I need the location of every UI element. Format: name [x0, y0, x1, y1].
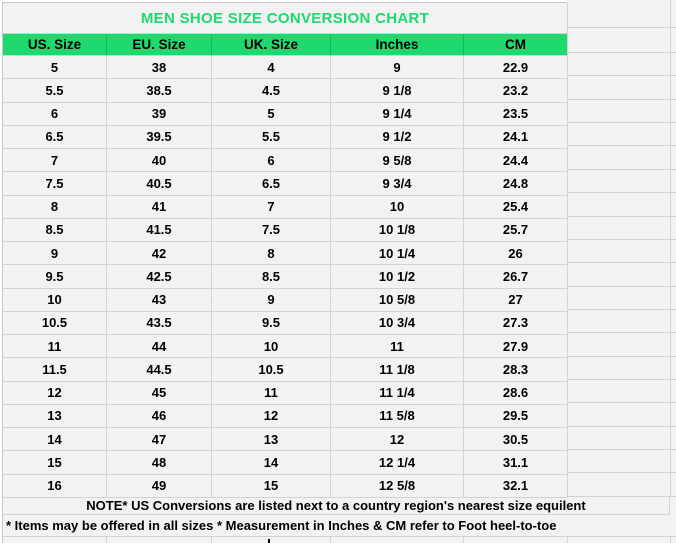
empty-cell[interactable]: [567, 170, 676, 193]
table-cell[interactable]: 15: [3, 451, 107, 474]
table-cell[interactable]: 39: [107, 103, 212, 126]
table-cell[interactable]: 46: [107, 405, 212, 428]
table-cell[interactable]: 5: [3, 56, 107, 79]
table-cell[interactable]: 9 1/4: [331, 103, 464, 126]
table-cell[interactable]: 9: [3, 242, 107, 265]
table-cell[interactable]: 31.1: [464, 451, 568, 474]
partial-cell[interactable]: [212, 537, 331, 543]
column-header-eu-size[interactable]: EU. Size: [107, 34, 212, 56]
table-row: [3, 451, 568, 474]
table-cell[interactable]: 6: [3, 103, 107, 126]
empty-grid-column: [567, 0, 676, 497]
table-cell[interactable]: 30.5: [464, 428, 568, 451]
partial-cell[interactable]: [3, 537, 107, 543]
table-cell[interactable]: 47: [107, 428, 212, 451]
partial-cell[interactable]: [568, 537, 671, 543]
partial-cell[interactable]: [107, 537, 212, 543]
table-row: [3, 172, 568, 195]
table-cell[interactable]: 11: [3, 335, 107, 358]
column-header-inches[interactable]: Inches: [331, 34, 464, 56]
table-row: [3, 79, 568, 102]
table-cell[interactable]: 6.5: [3, 126, 107, 149]
table-cell[interactable]: 9.5: [3, 265, 107, 288]
table-row: [3, 312, 568, 335]
table-cell[interactable]: 7.5: [212, 219, 331, 242]
table-cell[interactable]: 24.8: [464, 172, 568, 195]
table-cell[interactable]: 11: [331, 335, 464, 358]
shoe-size-conversion-table: [3, 3, 568, 498]
table-cell[interactable]: 10 1/4: [331, 242, 464, 265]
table-row: [3, 335, 568, 358]
table-cell[interactable]: 5: [212, 103, 331, 126]
table-cell[interactable]: 40: [107, 149, 212, 172]
empty-cell[interactable]: [567, 76, 676, 99]
table-cell[interactable]: 6.5: [212, 172, 331, 195]
note-measurement-cell[interactable]: * Items may be offered in all sizes * Measurement in Inches & CM refer to Foot heel-to-toe: [3, 515, 676, 537]
table-cell[interactable]: 16: [3, 475, 107, 498]
table-cell[interactable]: 44: [107, 335, 212, 358]
table-cell[interactable]: 9 1/2: [331, 126, 464, 149]
empty-cell[interactable]: [567, 240, 676, 263]
empty-cell[interactable]: [567, 123, 676, 146]
table-cell[interactable]: 12: [331, 428, 464, 451]
table-row: [3, 56, 568, 79]
table-cell[interactable]: 23.2: [464, 79, 568, 102]
table-cell[interactable]: 44.5: [107, 358, 212, 381]
table-header-row: [3, 34, 568, 56]
table-cell[interactable]: 12 5/8: [331, 475, 464, 498]
table-row: [3, 428, 568, 451]
empty-cell[interactable]: [567, 473, 676, 496]
empty-cell[interactable]: [567, 193, 676, 216]
table-cell[interactable]: 10.5: [212, 358, 331, 381]
empty-cell[interactable]: [567, 263, 676, 286]
table-cell[interactable]: 8.5: [3, 219, 107, 242]
table-cell[interactable]: 39.5: [107, 126, 212, 149]
table-cell[interactable]: 5.5: [3, 79, 107, 102]
table-cell[interactable]: 43: [107, 289, 212, 312]
table-cell[interactable]: 22.9: [464, 56, 568, 79]
partial-bottom-row: [3, 537, 676, 543]
table-title-cell[interactable]: MEN SHOE SIZE CONVERSION CHART: [3, 3, 568, 34]
table-row: [3, 196, 568, 219]
table-row: [3, 219, 568, 242]
table-row: [3, 405, 568, 428]
table-body: [3, 56, 568, 498]
table-cell[interactable]: 25.4: [464, 196, 568, 219]
table-cell[interactable]: 4.5: [212, 79, 331, 102]
table-cell[interactable]: 9: [331, 56, 464, 79]
table-cell[interactable]: 28.6: [464, 382, 568, 405]
table-cell[interactable]: 41.5: [107, 219, 212, 242]
table-cell[interactable]: 26: [464, 242, 568, 265]
empty-cell[interactable]: [567, 403, 676, 426]
table-cell[interactable]: 10 1/2: [331, 265, 464, 288]
empty-cell[interactable]: [567, 380, 676, 403]
table-cell[interactable]: 42: [107, 242, 212, 265]
table-cell[interactable]: 11 1/8: [331, 358, 464, 381]
table-cell[interactable]: 7: [3, 149, 107, 172]
table-cell[interactable]: 8: [212, 242, 331, 265]
table-row: [3, 265, 568, 288]
table-cell[interactable]: 27.9: [464, 335, 568, 358]
table-cell[interactable]: 5.5: [212, 126, 331, 149]
table-cell[interactable]: 29.5: [464, 405, 568, 428]
table-row: [3, 358, 568, 381]
table-cell[interactable]: 9 1/8: [331, 79, 464, 102]
table-cell[interactable]: 25.7: [464, 219, 568, 242]
table-row: [3, 289, 568, 312]
table-cell[interactable]: 43.5: [107, 312, 212, 335]
partial-cell[interactable]: [671, 537, 676, 543]
table-cell[interactable]: 27: [464, 289, 568, 312]
table-cell[interactable]: 10 1/8: [331, 219, 464, 242]
table-cell[interactable]: 10 3/4: [331, 312, 464, 335]
table-cell[interactable]: 4: [212, 56, 331, 79]
cutoff-text-mark: [268, 539, 270, 543]
table-cell[interactable]: 41: [107, 196, 212, 219]
empty-cell[interactable]: [567, 357, 676, 380]
table-cell[interactable]: 40.5: [107, 172, 212, 195]
table-cell[interactable]: 9 3/4: [331, 172, 464, 195]
empty-cell[interactable]: [567, 0, 676, 28]
table-row: [3, 103, 568, 126]
table-cell[interactable]: 7: [212, 196, 331, 219]
partial-cell[interactable]: [331, 537, 464, 543]
table-cell[interactable]: 10 5/8: [331, 289, 464, 312]
table-cell[interactable]: 38.5: [107, 79, 212, 102]
table-cell[interactable]: 11: [212, 382, 331, 405]
empty-cell[interactable]: [567, 53, 676, 76]
table-cell[interactable]: 12: [3, 382, 107, 405]
table-cell[interactable]: 9: [212, 289, 331, 312]
table-cell[interactable]: 10.5: [3, 312, 107, 335]
table-cell[interactable]: 9 5/8: [331, 149, 464, 172]
empty-cell[interactable]: [567, 146, 676, 169]
table-cell[interactable]: 13: [212, 428, 331, 451]
table-cell[interactable]: 23.5: [464, 103, 568, 126]
table-cell[interactable]: 12 1/4: [331, 451, 464, 474]
empty-cell[interactable]: [567, 450, 676, 473]
table-cell[interactable]: 26.7: [464, 265, 568, 288]
table-cell[interactable]: 7.5: [3, 172, 107, 195]
empty-cell[interactable]: [567, 287, 676, 310]
table-cell[interactable]: 38: [107, 56, 212, 79]
table-row: [3, 149, 568, 172]
table-row: [3, 382, 568, 405]
table-cell[interactable]: 11 1/4: [331, 382, 464, 405]
table-row: [3, 126, 568, 149]
table-cell[interactable]: 48: [107, 451, 212, 474]
table-cell[interactable]: 49: [107, 475, 212, 498]
table-cell[interactable]: 27.3: [464, 312, 568, 335]
empty-cell[interactable]: [567, 333, 676, 356]
table-cell[interactable]: 8: [3, 196, 107, 219]
table-cell[interactable]: 10: [331, 196, 464, 219]
table-row: [3, 475, 568, 498]
table-cell[interactable]: 10: [212, 335, 331, 358]
column-header-uk-size[interactable]: UK. Size: [212, 34, 331, 56]
table-cell[interactable]: 10: [3, 289, 107, 312]
table-cell[interactable]: 9.5: [212, 312, 331, 335]
table-cell[interactable]: 14: [212, 451, 331, 474]
table-cell[interactable]: 24.4: [464, 149, 568, 172]
empty-cell[interactable]: [567, 310, 676, 333]
table-cell[interactable]: 13: [3, 405, 107, 428]
note-size-equivalent-cell[interactable]: NOTE* US Conversions are listed next to a country region's nearest size equilent: [3, 497, 670, 515]
table-cell[interactable]: 45: [107, 382, 212, 405]
table-cell[interactable]: 12: [212, 405, 331, 428]
table-cell[interactable]: 11 5/8: [331, 405, 464, 428]
table-cell[interactable]: 42.5: [107, 265, 212, 288]
table-cell[interactable]: 8.5: [212, 265, 331, 288]
empty-cell[interactable]: [567, 28, 676, 53]
table-row: [3, 242, 568, 265]
partial-cell[interactable]: [464, 537, 568, 543]
table-cell[interactable]: 24.1: [464, 126, 568, 149]
empty-cell[interactable]: [567, 100, 676, 123]
column-header-us-size[interactable]: US. Size: [3, 34, 107, 56]
table-cell[interactable]: 14: [3, 428, 107, 451]
empty-cell[interactable]: [567, 217, 676, 240]
table-cell[interactable]: 28.3: [464, 358, 568, 381]
table-cell[interactable]: 15: [212, 475, 331, 498]
empty-cell[interactable]: [567, 427, 676, 450]
table-cell[interactable]: 11.5: [3, 358, 107, 381]
table-cell[interactable]: 6: [212, 149, 331, 172]
table-cell[interactable]: 32.1: [464, 475, 568, 498]
column-header-cm[interactable]: CM: [464, 34, 568, 56]
grid-line-vertical: [670, 0, 671, 497]
